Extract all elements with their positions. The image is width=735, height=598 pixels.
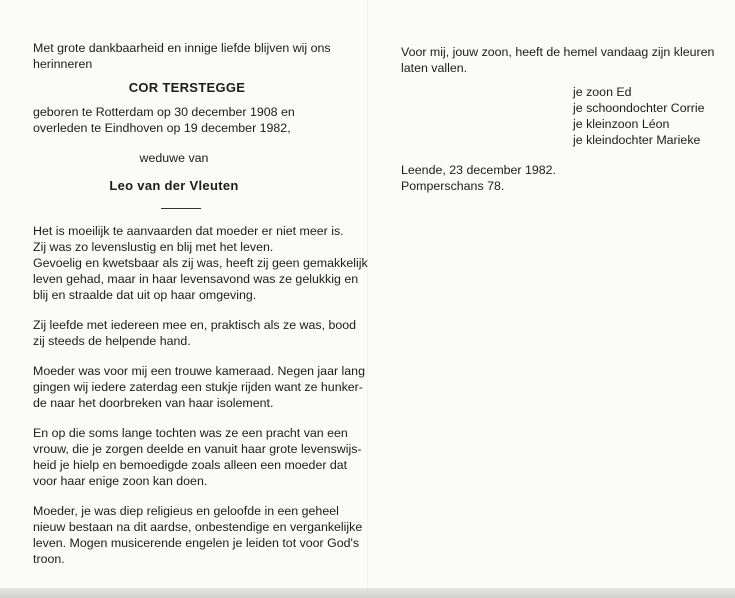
paragraph-line: Gevoelig en kwetsbaar als zij was, heeft zij geen gemakkelijk	[33, 256, 368, 270]
deceased-name: COR TERSTEGGE	[128, 80, 246, 95]
paragraph-line: zij steeds de helpende hand.	[33, 334, 191, 348]
death-line: overleden te Eindhoven op 19 december 1982,	[33, 121, 291, 135]
paragraph-line: voor haar enige zoon kan doen.	[33, 474, 208, 488]
left-page	[33, 40, 368, 567]
paragraph-line: Moeder, je was diep religieus en geloofde in een geheel	[33, 504, 339, 518]
right-page	[401, 44, 715, 194]
intro-text	[33, 40, 333, 72]
paragraph-line: En op die soms lange tochten was ze een pracht van een	[33, 426, 348, 440]
paragraph	[33, 223, 368, 303]
signature-line: je schoondochter Corrie	[573, 101, 705, 115]
paragraph-line: leven gehad, maar in haar levensavond was ze gelukkig en	[33, 272, 359, 286]
intro-line: Met grote dankbaarheid en innige liefde blijven wij ons	[33, 41, 331, 55]
verse-text	[401, 44, 715, 76]
paragraph-line: vrouw, die je zorgen deelde en vanuit haar grote levenswijs-	[33, 442, 362, 456]
paragraph-line: Zij leefde met iedereen mee en, praktisch als ze was, bood	[33, 318, 357, 332]
paragraph-line: Moeder was voor mij een trouwe kameraad. Negen jaar lang	[33, 364, 365, 378]
signature-line: je kleinzoon Léon	[573, 117, 670, 131]
paragraph-line: heid je hielp en bemoedigde zoals alleen een moeder dat	[33, 458, 348, 472]
signatures	[573, 84, 705, 148]
place-date-block	[401, 162, 701, 194]
fold-line	[367, 0, 368, 590]
paragraph-line: gingen wij iedere zaterdag een stukje rijden want ze hunker-	[33, 380, 363, 394]
birth-line: geboren te Rotterdam op 30 december 1908 en	[33, 105, 295, 119]
paragraph-line: nieuw bestaan na dit aardse, onbestendige en vergankelijke	[33, 520, 363, 534]
card-bottom-edge	[0, 588, 735, 598]
signature-line: je zoon Ed	[573, 85, 632, 99]
paragraph-line: blij en straalde dat uit op haar omgeving.	[33, 288, 257, 302]
verse-line: laten vallen.	[401, 61, 468, 75]
paragraph-line: leven. Mogen musicerende engelen je leiden tot voor God's	[33, 536, 360, 550]
paragraph	[33, 317, 357, 349]
paragraph	[33, 363, 365, 411]
place-date: Leende, 23 december 1982.	[401, 163, 557, 177]
widow-of-text: weduwe van	[139, 151, 209, 165]
birth-death-text	[33, 104, 333, 136]
intro-line: herinneren	[33, 57, 93, 71]
verse-line: Voor mij, jouw zoon, heeft de hemel vandaag zijn kleuren	[401, 45, 715, 59]
signature-line: je kleindochter Marieke	[573, 133, 701, 147]
paragraph-line: troon.	[33, 552, 65, 566]
address: Pomperschans 78.	[401, 179, 505, 193]
paragraph	[33, 503, 363, 567]
paragraph-line: Zij was zo levenslustig en blij met het leven.	[33, 240, 274, 254]
paragraph	[33, 425, 362, 489]
paragraph-line: de naar het doorbreken van haar isolement.	[33, 396, 274, 410]
divider-rule	[161, 208, 201, 209]
spouse-name: Leo van der Vleuten	[109, 178, 239, 193]
paragraph-line: Het is moeilijk te aanvaarden dat moeder er niet meer is.	[33, 224, 344, 238]
